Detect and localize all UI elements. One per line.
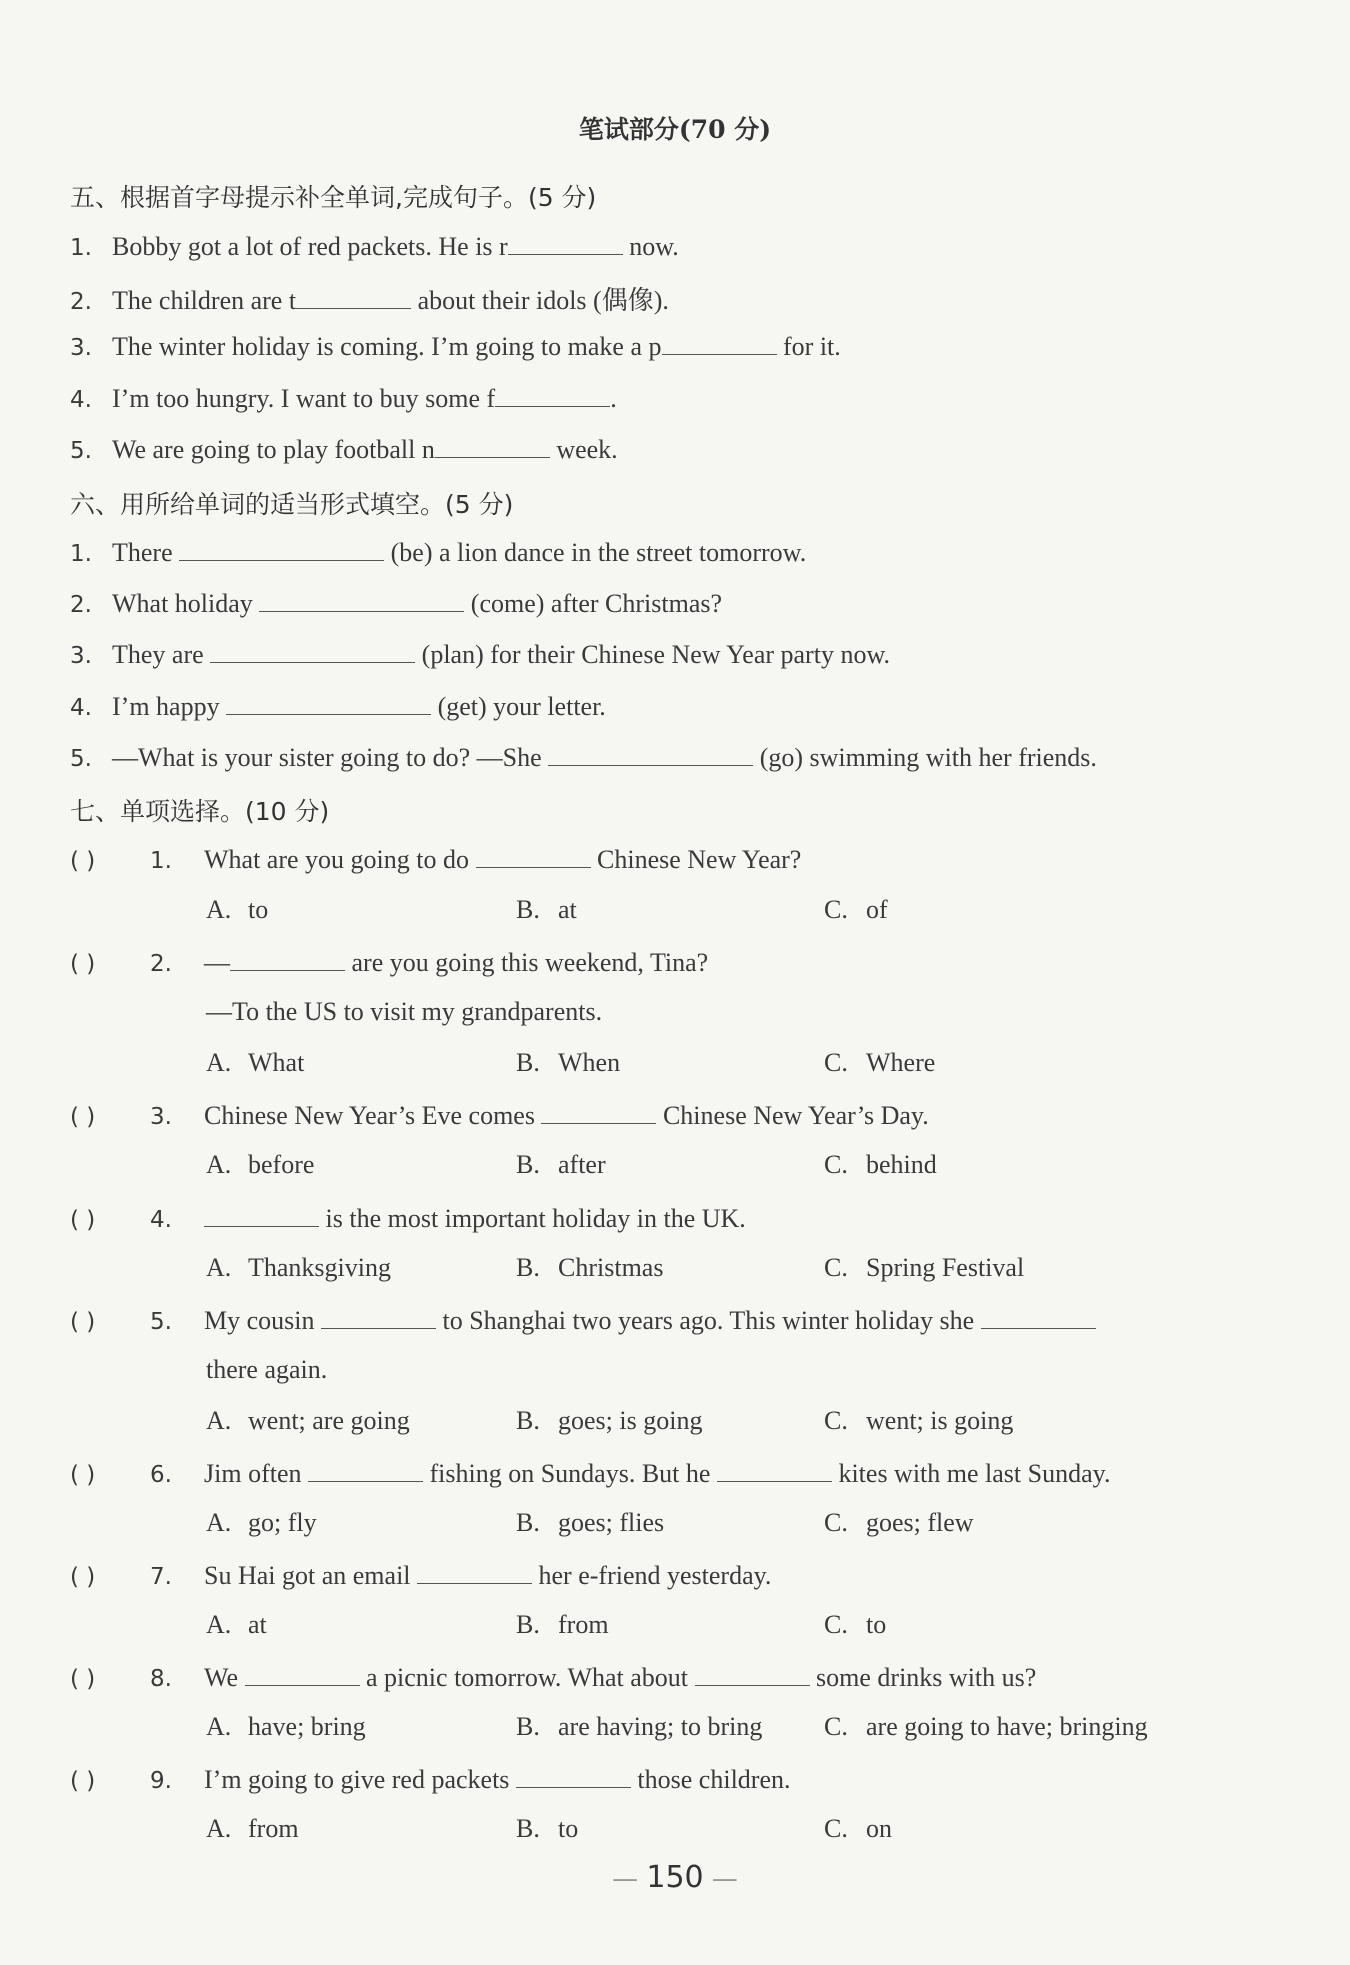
question-text: kites with me last Sunday. <box>831 1459 1111 1488</box>
answer-blank[interactable] <box>695 1661 810 1686</box>
option-text: went; are going <box>248 1406 410 1435</box>
answer-blank[interactable] <box>321 1304 436 1329</box>
s6-item-4 <box>70 690 606 722</box>
option-text: are having; to bring <box>558 1712 763 1741</box>
question-number: 2. <box>150 951 172 977</box>
option-b[interactable] <box>516 1150 606 1180</box>
item-number: 1. <box>70 235 92 261</box>
item-text-before: We are going to play football n <box>112 435 435 464</box>
mc-question-2 <box>70 946 708 978</box>
s5-item-3 <box>70 330 841 362</box>
question-number: 6. <box>150 1462 172 1488</box>
option-text: have; bring <box>248 1712 366 1741</box>
question-text: a picnic tomorrow. What about <box>359 1663 695 1692</box>
option-a[interactable] <box>206 1712 366 1742</box>
page-number-value: 150 <box>646 1860 704 1895</box>
item-number: 2. <box>70 592 92 618</box>
option-a[interactable] <box>206 895 268 925</box>
item-number: 4. <box>70 387 92 413</box>
s6-item-1 <box>70 536 806 568</box>
option-text: at <box>558 895 577 924</box>
question-text: Chinese New Year? <box>590 845 802 874</box>
option-b[interactable] <box>516 1048 620 1078</box>
answer-blank[interactable] <box>717 1457 832 1482</box>
item-text-after: (be) a lion dance in the street tomorrow. <box>384 538 807 567</box>
option-text: behind <box>866 1150 937 1179</box>
item-number: 3. <box>70 335 92 361</box>
item-text-before: I’m too hungry. I want to buy some f <box>112 384 496 413</box>
answer-blank[interactable] <box>210 638 415 663</box>
option-letter: A. <box>206 1150 232 1179</box>
section-7-heading: 七、单项选择。(10 分) <box>70 797 330 826</box>
item-text-before: The winter holiday is coming. I’m going to make a p <box>112 332 662 361</box>
option-text: at <box>248 1610 267 1639</box>
option-text: Where <box>866 1048 936 1077</box>
mc-question-3 <box>70 1099 929 1131</box>
answer-blank[interactable] <box>516 1763 631 1788</box>
option-letter: C. <box>824 1150 848 1179</box>
option-c[interactable] <box>824 895 888 925</box>
option-b[interactable] <box>516 1814 578 1844</box>
option-c[interactable] <box>824 1253 1024 1283</box>
mc-question-9 <box>70 1763 791 1795</box>
option-letter: A. <box>206 1610 232 1639</box>
answer-blank[interactable] <box>548 741 753 766</box>
question-text: Jim often <box>204 1459 308 1488</box>
answer-blank[interactable] <box>417 1559 532 1584</box>
item-text-before: The children are t <box>112 286 297 315</box>
option-letter: B. <box>516 1406 540 1435</box>
item-text-before: —What is your sister going to do? —She <box>112 743 549 772</box>
question-text: some drinks with us? <box>809 1663 1037 1692</box>
question-text: Chinese New Year’s Day. <box>656 1101 929 1130</box>
page-number <box>0 1860 1350 1895</box>
answer-blank[interactable] <box>308 1457 423 1482</box>
option-letter: A. <box>206 895 232 924</box>
option-c[interactable] <box>824 1814 892 1844</box>
item-number: 3. <box>70 643 92 669</box>
question-text: Chinese New Year’s Eve comes <box>204 1101 542 1130</box>
option-text: goes; is going <box>558 1406 703 1435</box>
option-c[interactable] <box>824 1712 1148 1742</box>
item-number: 1. <box>70 541 92 567</box>
option-letter: B. <box>516 1048 540 1077</box>
option-letter: C. <box>824 1253 848 1282</box>
question-text: I’m going to give red packets <box>204 1765 516 1794</box>
option-letter: A. <box>206 1253 232 1282</box>
item-text-after: . <box>610 384 617 413</box>
answer-blank[interactable] <box>495 382 610 407</box>
item-text-after: for it. <box>776 332 841 361</box>
option-letter: B. <box>516 1610 540 1639</box>
s5-item-5 <box>70 433 618 465</box>
option-b[interactable] <box>516 1712 762 1742</box>
option-a[interactable] <box>206 1253 391 1283</box>
page-number-dash-left: — <box>612 1864 647 1894</box>
option-letter: A. <box>206 1508 232 1537</box>
option-letter: A. <box>206 1406 232 1435</box>
question-text: her e-friend yesterday. <box>532 1561 772 1590</box>
option-text: Christmas <box>558 1253 664 1282</box>
answer-blank[interactable] <box>508 230 623 255</box>
s5-item-1 <box>70 230 679 262</box>
answer-blank[interactable] <box>226 690 431 715</box>
answer-blank[interactable] <box>541 1099 656 1124</box>
answer-blank[interactable] <box>476 843 591 868</box>
answer-paren[interactable]: ( ) <box>70 1564 96 1590</box>
item-text-after: week. <box>549 435 618 464</box>
mc-question-5 <box>70 1304 1096 1336</box>
question-number: 1. <box>150 848 172 874</box>
option-letter: C. <box>824 895 848 924</box>
answer-blank[interactable] <box>245 1661 360 1686</box>
answer-paren[interactable]: ( ) <box>70 1768 96 1794</box>
s6-item-3 <box>70 638 890 670</box>
answer-blank[interactable] <box>981 1304 1096 1329</box>
option-c[interactable] <box>824 1610 886 1640</box>
mc-question-4 <box>70 1202 746 1234</box>
option-text: went; is going <box>866 1406 1014 1435</box>
option-letter: B. <box>516 1712 540 1741</box>
item-text-before: They are <box>112 640 211 669</box>
question-text: fishing on Sundays. But he <box>423 1459 717 1488</box>
s5-item-2 <box>70 280 669 317</box>
mc-question-7 <box>70 1559 771 1591</box>
answer-blank[interactable] <box>179 536 384 561</box>
item-text-after: (plan) for their Chinese New Year party now. <box>415 640 891 669</box>
answer-blank[interactable] <box>662 330 777 355</box>
question-number: 7. <box>150 1564 172 1590</box>
question-text: is the most important holiday in the UK. <box>319 1204 746 1233</box>
question-text: those children. <box>630 1765 791 1794</box>
option-text: are going to have; bringing <box>866 1712 1148 1741</box>
answer-paren[interactable]: ( ) <box>70 1462 96 1488</box>
option-text: to <box>558 1814 579 1843</box>
option-b[interactable] <box>516 1610 609 1640</box>
item-number: 5. <box>70 746 92 772</box>
question-number: 9. <box>150 1768 172 1794</box>
question-number: 4. <box>150 1207 172 1233</box>
option-text: to <box>248 895 269 924</box>
option-a[interactable] <box>206 1150 314 1180</box>
option-text: after <box>558 1150 606 1179</box>
option-b[interactable] <box>516 1253 663 1283</box>
item-text-after: now. <box>622 232 679 261</box>
option-letter: C. <box>824 1508 848 1537</box>
answer-blank[interactable] <box>204 1202 319 1227</box>
answer-blank[interactable] <box>230 946 345 971</box>
option-letter: A. <box>206 1712 232 1741</box>
option-letter: B. <box>516 1814 540 1843</box>
option-text: go; fly <box>248 1508 317 1537</box>
option-a[interactable] <box>206 1508 317 1538</box>
item-text-after: (come) after Christmas? <box>464 589 723 618</box>
answer-paren[interactable]: ( ) <box>70 848 96 874</box>
option-a[interactable] <box>206 1406 410 1436</box>
question-text: to Shanghai two years ago. This winter holiday she <box>436 1306 981 1335</box>
option-text: to <box>866 1610 887 1639</box>
question-continuation: there again. <box>206 1355 328 1384</box>
option-letter: B. <box>516 1508 540 1537</box>
s6-item-2 <box>70 587 722 619</box>
option-text: When <box>558 1048 621 1077</box>
s5-item-4 <box>70 382 617 414</box>
answer-paren[interactable]: ( ) <box>70 1666 96 1692</box>
mc-question-1 <box>70 843 801 875</box>
question-number: 5. <box>150 1309 172 1335</box>
option-text: of <box>866 895 888 924</box>
option-letter: C. <box>824 1048 848 1077</box>
question-text: are you going this weekend, Tina? <box>345 948 709 977</box>
option-letter: C. <box>824 1712 848 1741</box>
option-a[interactable] <box>206 1814 299 1844</box>
option-letter: C. <box>824 1406 848 1435</box>
s6-item-5 <box>70 741 1097 773</box>
option-letter: A. <box>206 1814 232 1843</box>
question-text: We <box>204 1663 245 1692</box>
page-title: 笔试部分(70 分) <box>578 115 772 144</box>
option-text: from <box>558 1610 609 1639</box>
answer-paren[interactable]: ( ) <box>70 1309 96 1335</box>
question-number: 8. <box>150 1666 172 1692</box>
option-b[interactable] <box>516 1406 702 1436</box>
option-b[interactable] <box>516 895 577 925</box>
item-text-before: What holiday <box>112 589 260 618</box>
section-5-heading: 五、根据首字母提示补全单词,完成句子。(5 分) <box>70 183 597 212</box>
option-c[interactable] <box>824 1508 974 1538</box>
option-letter: B. <box>516 1150 540 1179</box>
answer-blank[interactable] <box>435 433 550 458</box>
section-6-heading: 六、用所给单词的适当形式填空。(5 分) <box>70 490 514 519</box>
option-c[interactable] <box>824 1150 937 1180</box>
page-number-dash-right: — <box>703 1864 738 1894</box>
mc-question-8 <box>70 1661 1036 1693</box>
option-text: What <box>248 1048 305 1077</box>
option-c[interactable] <box>824 1406 1013 1436</box>
option-text: from <box>248 1814 299 1843</box>
item-text-after: about their idols (偶像). <box>411 286 669 315</box>
option-text: Thanksgiving <box>248 1253 391 1282</box>
item-text-before: There <box>112 538 180 567</box>
item-text-after: (go) swimming with her friends. <box>753 743 1097 772</box>
item-number: 2. <box>70 289 92 315</box>
item-text-before: I’m happy <box>112 692 227 721</box>
option-text: Spring Festival <box>866 1253 1025 1282</box>
mc-question-6 <box>70 1457 1110 1489</box>
option-text: goes; flew <box>866 1508 974 1537</box>
option-letter: B. <box>516 895 540 924</box>
option-text: on <box>866 1814 892 1843</box>
question-text: What are you going to do <box>204 845 476 874</box>
item-text-before: Bobby got a lot of red packets. He is r <box>112 232 508 261</box>
option-b[interactable] <box>516 1508 664 1538</box>
answer-paren[interactable]: ( ) <box>70 1207 96 1233</box>
answer-blank[interactable] <box>259 587 464 612</box>
option-letter: B. <box>516 1253 540 1282</box>
option-c[interactable] <box>824 1048 935 1078</box>
question-continuation: —To the US to visit my grandparents. <box>206 997 603 1026</box>
question-text: My cousin <box>204 1306 321 1335</box>
item-text-after: (get) your letter. <box>431 692 606 721</box>
question-text: Su Hai got an email <box>204 1561 418 1590</box>
option-letter: A. <box>206 1048 232 1077</box>
item-number: 5. <box>70 438 92 464</box>
question-number: 3. <box>150 1104 172 1130</box>
option-text: before <box>248 1150 315 1179</box>
option-a[interactable] <box>206 1048 304 1078</box>
question-text: — <box>204 948 230 977</box>
answer-paren[interactable]: ( ) <box>70 951 96 977</box>
option-letter: C. <box>824 1814 848 1843</box>
option-text: goes; flies <box>558 1508 665 1537</box>
answer-blank[interactable] <box>296 284 411 309</box>
item-number: 4. <box>70 695 92 721</box>
option-letter: C. <box>824 1610 848 1639</box>
option-a[interactable] <box>206 1610 267 1640</box>
answer-paren[interactable]: ( ) <box>70 1104 96 1130</box>
